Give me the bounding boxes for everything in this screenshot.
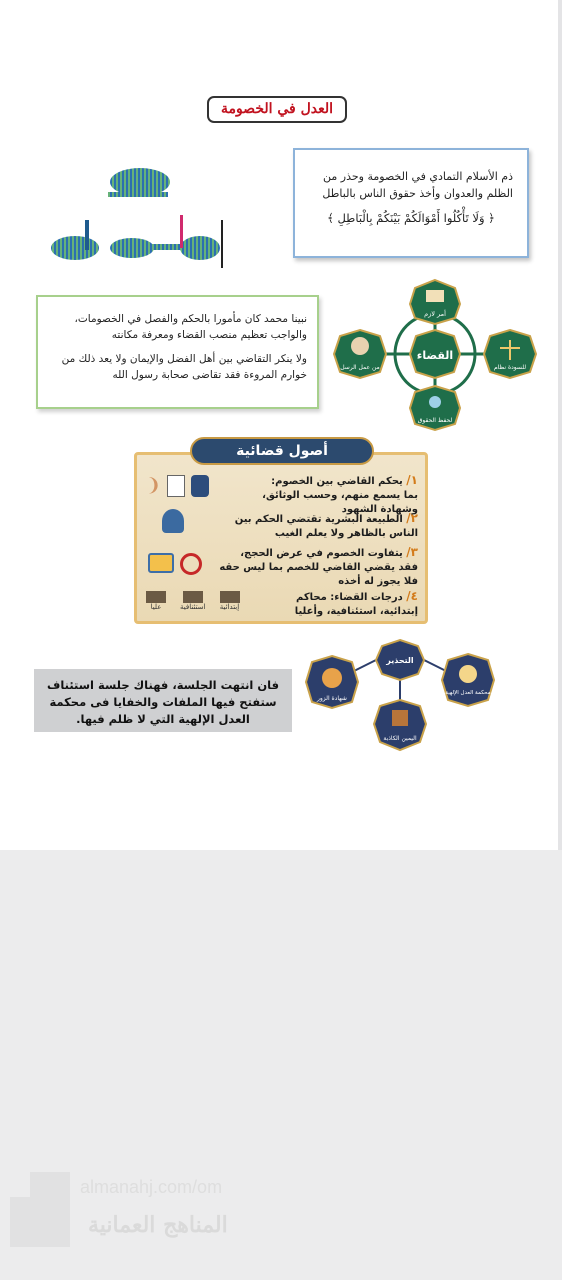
usul-item-2 <box>228 511 418 541</box>
usul-item-4 <box>268 589 418 619</box>
watermark-url: almanahj.com/om <box>80 1177 223 1197</box>
judging-paragraph-2: ولا ينكر التقاضي بين أهل الفضل والإيمان ولا يعد ذلك من خوارم المروءة فقد تقاضى صحابة رسول الله <box>61 353 307 381</box>
court-label-appeal: استئنافية <box>180 603 206 611</box>
qada-left-label: من عمل الرسل <box>340 364 380 371</box>
center-node <box>410 330 460 378</box>
left-node <box>334 330 386 378</box>
witnesses-icon <box>191 475 209 497</box>
document-icon <box>167 475 185 497</box>
right-node <box>484 330 536 378</box>
warning-left-node <box>306 656 358 708</box>
usul-item-2-number: ٢/ <box>406 511 418 525</box>
quran-verse: ﴿ وَلَا تَأْكُلُوا أَمْوَالَكُمْ بَيْنَكُمْ بِالْبَاطِلِ ﴾ <box>327 211 495 225</box>
usul-item-3 <box>218 545 418 589</box>
qada-diagram <box>330 276 540 434</box>
usul-infographic <box>134 437 428 624</box>
usul-title: أصول قضائية <box>190 437 374 465</box>
usul-item-1-icons <box>146 475 209 497</box>
qada-center-label: القضاء <box>416 349 454 362</box>
qada-right-label: للسودة نظام <box>493 364 527 371</box>
intro-line-2: الظلم والعدوان وأخذ حقوق الناس بالباطل <box>322 187 513 200</box>
ear-icon: ❩ <box>146 475 162 496</box>
usul-item-2-icons <box>162 509 184 533</box>
appeal-text-box <box>34 669 292 732</box>
top-node <box>410 280 460 324</box>
usul-item-3-number: ٣/ <box>406 545 418 559</box>
court-label-high: عليا <box>150 603 162 611</box>
speech-bubbles-icon <box>148 553 174 573</box>
usul-item-2-text: الطبيعة البشرية تقتضي الحكم بين الناس بالظاهر ولا يعلم الغيب <box>234 514 418 539</box>
page-edge <box>558 0 562 850</box>
watermark-name: المناهج العمانية <box>88 1212 228 1238</box>
warning-center-label: التحذير <box>386 656 414 665</box>
watermark <box>10 1172 250 1252</box>
bottom-node <box>410 386 460 430</box>
usul-item-4-number: ٤/ <box>406 589 418 603</box>
usul-item-4-text: درجات القضاء: محاكم إبتدائية، استئنافية، وأعليا <box>294 592 418 617</box>
calligraphy-art <box>50 160 225 270</box>
forbidden-icon <box>180 553 202 575</box>
page-title: العدل في الخصومة <box>207 96 347 123</box>
warning-diagram <box>300 638 500 756</box>
thinking-person-icon <box>162 509 184 533</box>
intro-text-box <box>293 148 529 258</box>
warning-bottom-label: اليمين الكاذبة <box>383 735 417 742</box>
warning-left-label: شهادة الزور <box>317 695 347 702</box>
usul-item-1-text: يحكم القاضي بين الخصوم: بما يسمع منهم، وحسب الوثائق، وشهادة الشهود <box>262 476 418 515</box>
appeal-text: فان انتهت الجلسة، فهناك جلسة استئناف ستفتح فيها الملفات والخفايا فى محكمة العدل الإلهية التي لا ظلم فيها. <box>46 678 280 726</box>
court-label-primary: إبتدائية <box>219 603 240 611</box>
usul-courts-icons <box>146 591 240 611</box>
warning-right-label: محكمة العدل الإلهية <box>445 690 491 696</box>
qada-bottom-label: لحفظ الحقوق <box>417 417 453 424</box>
watermark-logo-bottom <box>10 1197 70 1247</box>
warning-bottom-node <box>374 700 426 750</box>
usul-item-1-number: ١/ <box>406 473 418 487</box>
intro-line-1: ذم الأسلام التمادي في الخصومة وحذر من <box>323 170 513 183</box>
court-icon-primary <box>220 591 240 611</box>
warning-right-node <box>442 654 494 706</box>
judging-text-box <box>36 295 319 409</box>
judging-paragraph-1: نبينا محمد كان مأمورا بالحكم والفصل في الخصومات، والواجب تعظيم منصب القضاء ومعرفة مكانته <box>74 313 307 341</box>
court-icon-high <box>146 591 166 611</box>
usul-item-3-text: يتفاوت الخصوم في عرض الحجج، فقد يقضي القاضي للخصم بما ليس حقه فلا يجوز له أخذه <box>219 548 418 587</box>
qada-top-label: أمر لازم <box>424 310 446 318</box>
warning-center-node <box>376 640 424 680</box>
usul-item-3-icons <box>148 553 202 575</box>
court-icon-appeal <box>180 591 206 611</box>
